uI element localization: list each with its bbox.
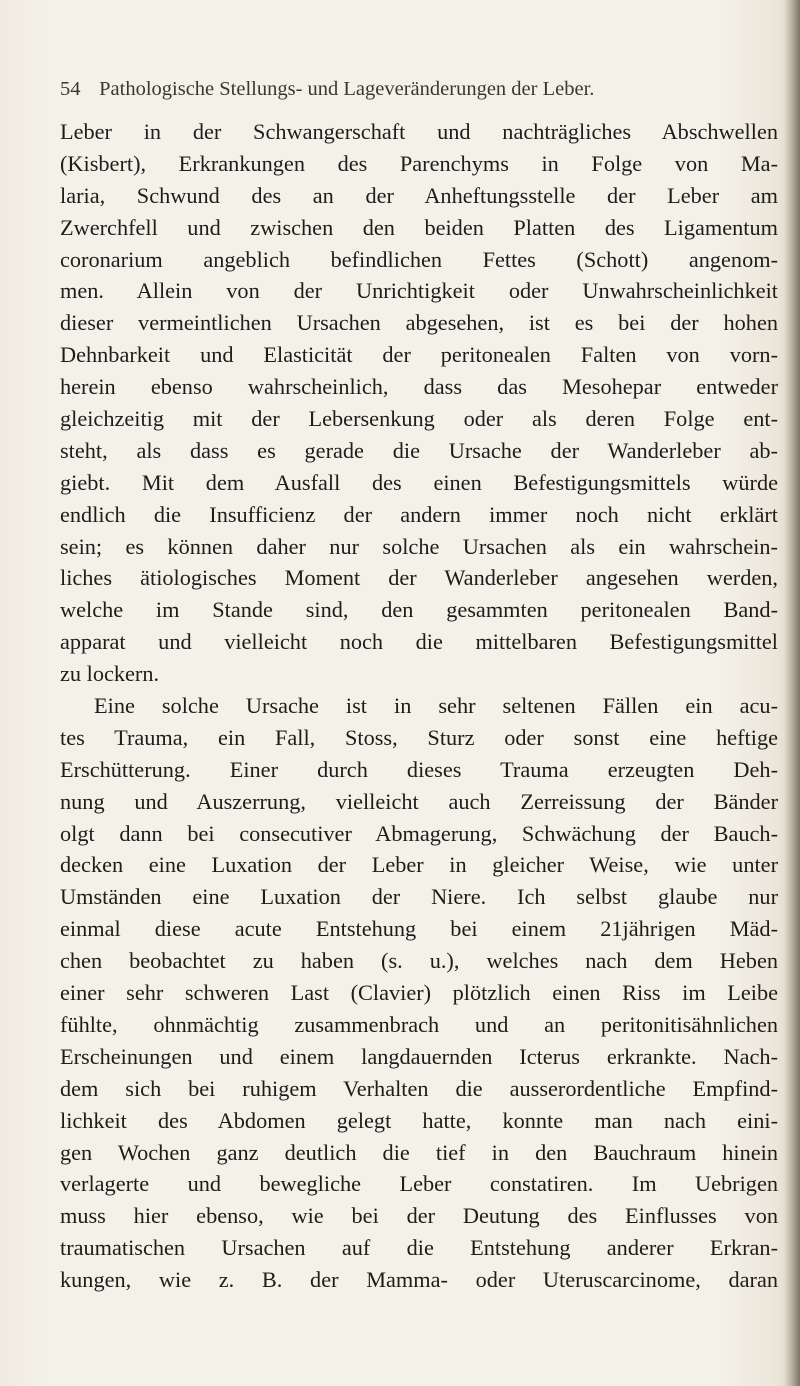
text-line: lichkeit des Abdomen gelegt hatte, konnte man nach eini- [60, 1107, 778, 1133]
running-header [60, 78, 720, 108]
text-line: endlich die Insufficienz der andern immer noch nicht erklärt [60, 501, 778, 527]
text-line: traumatischen Ursachen auf die Entstehung anderer Erkran- [60, 1235, 778, 1261]
text-line: fühlte, ohnmächtig zusammenbrach und an peritonitisähnlichen [60, 1011, 778, 1037]
text-line: Umständen eine Luxation der Niere. Ich selbst glaube nur [60, 884, 778, 910]
text-line: giebt. Mit dem Ausfall des einen Befestigungsmittels würde [60, 469, 778, 495]
text-line: steht, als dass es gerade die Ursache der Wanderleber ab- [60, 437, 778, 463]
text-line: Erschütterung. Einer durch dieses Trauma erzeugten Deh- [60, 756, 778, 782]
text-line: Erscheinungen und einem langdauernden Icterus erkrankte. Nach- [60, 1043, 778, 1069]
text-line: men. Allein von der Unrichtigkeit oder Unwahrscheinlichkeit [60, 278, 778, 304]
text-line: chen beobachtet zu haben (s. u.), welches nach dem Heben [60, 948, 778, 974]
text-line: olgt dann bei consecutiver Abmagerung, Schwächung der Bauch- [60, 820, 778, 846]
body-text [60, 116, 778, 1296]
text-line: verlagerte und bewegliche Leber constatiren. Im Uebrigen [60, 1171, 778, 1197]
text-line: decken eine Luxation der Leber in gleicher Weise, wie unter [60, 852, 778, 878]
text-line: einer sehr schweren Last (Clavier) plötzlich einen Riss im Leibe [60, 980, 778, 1006]
text-line: apparat und vielleicht noch die mittelbaren Befestigungsmittel [60, 629, 778, 655]
text-line: einmal diese acute Entstehung bei einem 21jährigen Mäd- [60, 916, 778, 942]
paragraph-start-line: Eine solche Ursache ist in sehr seltenen Fällen ein acu- [94, 693, 778, 719]
text-line: gleichzeitig mit der Lebersenkung oder als deren Folge ent- [60, 406, 778, 432]
text-line: nung und Auszerrung, vielleicht auch Zerreissung der Bänder [60, 788, 778, 814]
paragraph-end-line: zu lockern. [60, 661, 160, 687]
text-line: (Kisbert), Erkrankungen des Parenchyms in Folge von Ma- [60, 150, 778, 176]
text-line: tes Trauma, ein Fall, Stoss, Sturz oder sonst eine heftige [60, 724, 778, 750]
text-line: Leber in der Schwangerschaft und nachträgliches Abschwellen [60, 119, 778, 144]
text-line: herein ebenso wahrscheinlich, dass das Mesohepar entweder [60, 374, 778, 400]
running-title: Pathologische Stellungs- und Lageveränderungen der Leber. [99, 78, 595, 100]
text-line: kungen, wie z. B. der Mamma- oder Uteruscarcinome, daran [60, 1267, 778, 1293]
text-line: welche im Stande sind, den gesammten peritonealen Band- [60, 597, 778, 623]
page-number: 54 [60, 78, 81, 100]
text-line: gen Wochen ganz deutlich die tief in den Bauchraum hinein [60, 1139, 778, 1165]
text-line: laria, Schwund des an der Anheftungsstelle der Leber am [60, 182, 778, 208]
text-line: sein; es können daher nur solche Ursachen als ein wahrschein- [60, 533, 778, 559]
text-line: muss hier ebenso, wie bei der Deutung des Einflusses von [60, 1203, 778, 1229]
text-line: coronarium angeblich befindlichen Fettes (Schott) angenom- [60, 246, 778, 272]
text-line: liches ätiologisches Moment der Wanderleber angesehen werden, [60, 565, 778, 591]
text-line: Dehnbarkeit und Elasticität der peritonealen Falten von vorn- [60, 342, 778, 368]
text-line: dieser vermeintlichen Ursachen abgesehen, ist es bei der hohen [60, 310, 778, 336]
page-edge-shadow [784, 0, 800, 1386]
text-line: Zwerchfell und zwischen den beiden Platten des Ligamentum [60, 214, 778, 240]
text-line: dem sich bei ruhigem Verhalten die ausserordentliche Empfind- [60, 1075, 778, 1101]
